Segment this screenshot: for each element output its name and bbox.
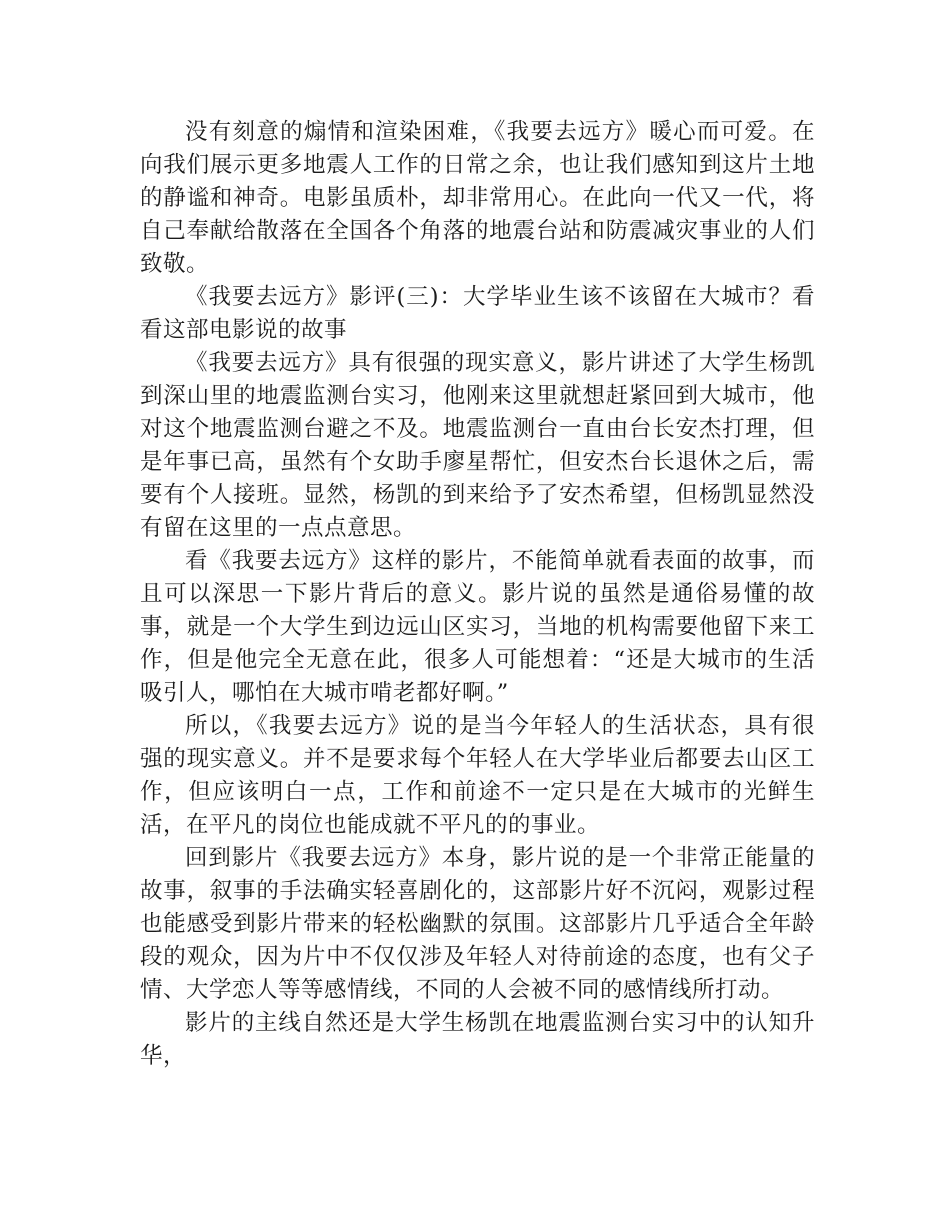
paragraph-closing-tribute: 没有刻意的煽情和渲染困难，《我要去远方》暖心而可爱。在向我们展示更多地震人工作的日常之余，也让我们感知到这片土地的静谧和神奇。电影虽质朴，却非常用心。在此向一代又一代，将自己奉献给散落在全国各个角落的地震台站和防震减灾事业的人们致敬。 (140, 119, 815, 277)
paragraph-plot-summary: 《我要去远方》具有很强的现实意义，影片讲述了大学生杨凯到深山里的地震监测台实习，他刚来这里就想赶紧回到大城市，他对这个地震监测台避之不及。地震监测台一直由台长安杰打理，但是年事已高，虽然有个女助手廖星帮忙，但安杰台长退休之后，需要有个人接班。显然，杨凯的到来给予了安杰希望，但杨凯显然没有留在这里的一点点意思。 (140, 350, 815, 541)
paragraph-deeper-meaning: 看《我要去远方》这样的影片，不能简单就看表面的故事，而且可以深思一下影片背后的意义。影片说的虽然是通俗易懂的故事，就是一个大学生到边远山区实习，当地的机构需要他留下来工作，但是他完全无意在此，很多人可能想着：“还是大城市的生活吸引人，哪怕在大城市啃老都好啊。” (140, 548, 815, 706)
paragraph-film-tone: 回到影片《我要去远方》本身，影片说的是一个非常正能量的故事，叙事的手法确实轻喜剧化的，这部影片好不沉闷，观影过程也能感受到影片带来的轻松幽默的氛围。这部影片几乎适合全年龄段的观众，因为片中不仅仅涉及年轻人对待前途的态度，也有父子情、大学恋人等等感情线，不同的人会被不同的感情线所打动。 (140, 845, 815, 1003)
document-page (140, 116, 815, 1073)
paragraph-main-storyline: 影片的主线自然还是大学生杨凯在地震监测台实习中的认知升华， (140, 1010, 815, 1069)
paragraph-review-heading: 《我要去远方》影评(三)：大学毕业生该不该留在大城市？看看这部电影说的故事 (140, 284, 815, 343)
paragraph-realistic-significance: 所以，《我要去远方》说的是当今年轻人的生活状态，具有很强的现实意义。并不是要求每个年轻人在大学毕业后都要去山区工作，但应该明白一点，工作和前途不一定只是在大城市的光鲜生活，在平凡的岗位也能成就不平凡的的事业。 (140, 713, 815, 838)
